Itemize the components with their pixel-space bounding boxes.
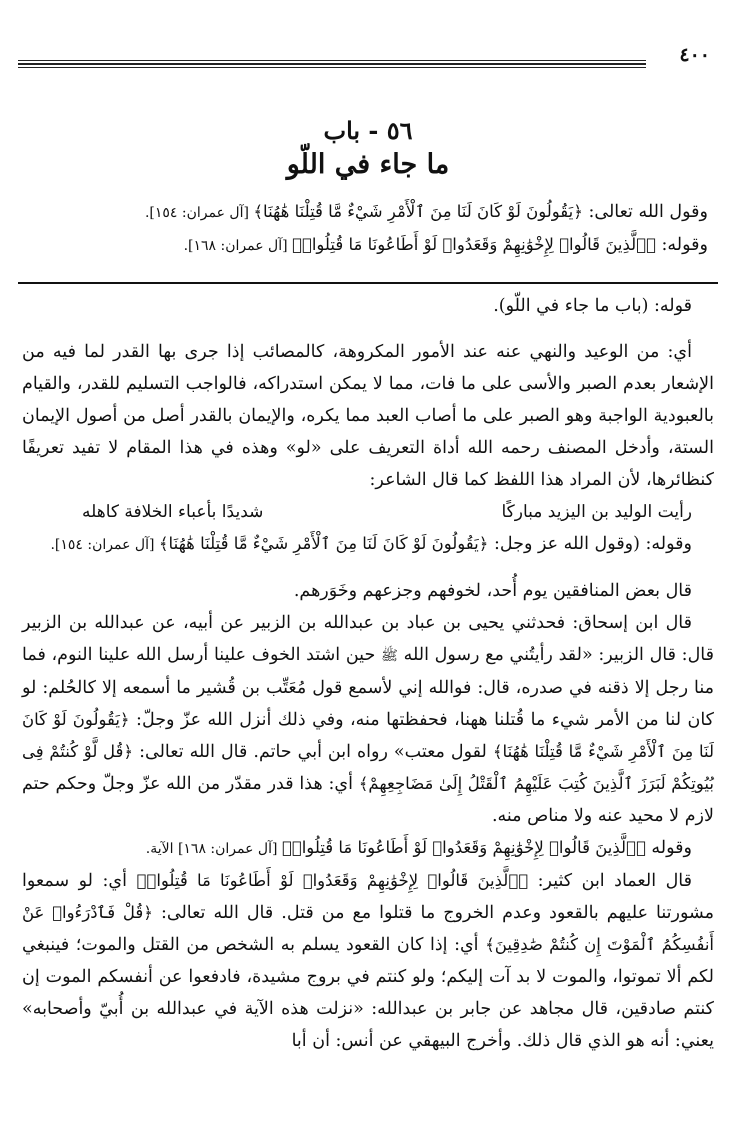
text: وقوله: (وقول الله عز وجل: (488, 534, 692, 554)
verse-first-hemistich: رأيت الوليد بن اليزيد مباركًا (501, 502, 692, 522)
chapter-heading: ما جاء في اللّو (286, 149, 450, 180)
text: وقوله (645, 838, 692, 858)
paragraph: أي: من الوعيد والنهي عنه عند الأمور المكروهة، كالمصائب إذا جرى بها القدر لما فيه من الإشعار بعدم الصبر والأسى على ما فات، مما لا يمكن استدراكه، فالواجب التسليم للقدر، والقيام بالعبودية الواجبة وهو الصبر على ما أصاب العبد مما يكره، والإيمان بالقدر أصل من أصول الإيمان الستة، وأدخل المصنف رحمه الله أداة التعريف على «لو» وهذه في هذا المقام لا تفيد تعريفًا كنظائرها، لأن المراد هذا اللفظ كما قال الشاعر: (22, 342, 714, 490)
quran-quote: ﴿قُلْ فَٱدْرَءُوا۟ عَنْ أَنفُسِكُمُ ٱلْمَوْتَ إِن كُنتُمْ صَٰدِقِينَ﴾ (22, 903, 714, 954)
text: أي: لو سمعوا مشورتنا عليهم بالقعود وعدم الخروج ما قتلوا مع من قتل. قال الله تعالى: (22, 871, 714, 923)
paragraph: قوله: (باب ما جاء في اللّو). (493, 296, 692, 316)
text: أي: هذا قدر مقدّر من الله عزّ وجلّ وحكم حتم لازم لا محيد عنه ولا مناص منه. (22, 774, 714, 826)
quran-quote: ﴿يَقُولُونَ لَوْ كَانَ لَنَا مِنَ ٱلْأَمْرِ شَيْءٌ مَّا قُتِلْنَا هَٰهُنَا﴾ (22, 710, 714, 761)
header-rule (18, 60, 646, 70)
chapter-intro (28, 196, 708, 262)
page-number: ٤٠٠ (679, 44, 710, 66)
page-header (18, 40, 718, 70)
quran-quote: ﴿ٱلَّذِينَ قَالُوا۟ لِإِخْوَٰنِهِمْ وَقَعَدُوا۟ لَوْ أَطَاعُونَا مَا قُتِلُوا۟﴾ (281, 838, 646, 857)
section-divider (18, 282, 718, 284)
poetry-verse (22, 496, 714, 528)
quran-quote: ﴿ٱلَّذِينَ قَالُوا۟ لِإِخْوَٰنِهِمْ وَقَعَدُوا۟ لَوْ أَطَاعُونَا مَا قُتِلُوا۟﴾ (292, 235, 656, 254)
verse-reference: [آل عمران: ١٦٨] الآية. (145, 841, 282, 857)
verse-reference: [آل عمران: ١٦٨]. (183, 238, 293, 254)
paragraph (22, 832, 714, 865)
text: حين اشتد الخوف علينا أرسل الله علينا النوم، فما منا رجل إلا ذقنه في صدره، قال: فوالله إني لأسمع قول مُعَتِّب بن قُشير ما أسمعه إلا كالحُلم: لو كان لنا من الأمر شيء ما قُتلنا ههنا، فحفظتها منه، وفي ذلك أنزل الله عزّ وجلّ: (22, 645, 715, 730)
verse-reference: [آل عمران: ١٥٤]. (50, 537, 159, 553)
verse-reference: [آل عمران: ١٥٤]. (144, 205, 254, 221)
intro-line-2 (28, 229, 708, 262)
text: قال ابن إسحاق: فحدثني يحيى بن عباد بن عبدالله بن الزبير عن أبيه، عن عبدالله بن الزبير قال: قال الزبير: «لقد رأيتُني مع رسول الله (22, 613, 714, 665)
text: قال العماد ابن كثير: (528, 871, 692, 891)
quran-quote: ﴿ٱلَّذِينَ قَالُوا۟ لِإِخْوَٰنِهِمْ وَقَعَدُوا۟ لَوْ أَطَاعُونَا مَا قُتِلُوا۟﴾ (136, 871, 529, 890)
intro-text: وقوله: (655, 235, 708, 255)
paragraph (22, 528, 714, 561)
quran-quote: ﴿يَقُولُونَ لَوْ كَانَ لَنَا مِنَ ٱلْأَمْرِ شَيْءٌ مَّا قُتِلْنَا هَٰهُنَا﴾ (253, 202, 583, 221)
text: أي: إذا كان القعود يسلم به الشخص من القتل والموت؛ فينبغي لكم ألا تموتوا، والموت لا بد آت إليكم؛ ولو كنتم في بروج مشيدة، فادفعوا عن أنفسكم الموت إن كنتم صادقين، قال مجاهد عن جابر بن عبدالله: «نزلت هذه الآية في عبدالله بن أُبيّ وأصحابه» يعني: أنه هو الذي قال ذلك. وأخرج البيهقي عن أنس: أن أبا (22, 935, 714, 1051)
salawat-ligature: ﷺ (380, 648, 398, 664)
intro-text: وقول الله تعالى: (582, 202, 708, 222)
chapter-title (0, 115, 736, 183)
quran-quote: ﴿يَقُولُونَ لَوْ كَانَ لَنَا مِنَ ٱلْأَمْرِ شَيْءٌ مَّا قُتِلْنَا هَٰهُنَا﴾ (158, 534, 489, 553)
paragraph: قال بعض المنافقين يوم أُحد، لخوفهم وجزعهم وخَوَرهم. (293, 581, 692, 601)
verse-second-hemistich: شديدًا بأعباء الخلافة كاهله (82, 502, 264, 522)
intro-line-1 (28, 196, 708, 229)
text: لقول معتب» رواه ابن أبي حاتم. قال الله تعالى: (133, 742, 493, 762)
paragraph (22, 865, 714, 1057)
chapter-number: ٥٦ - باب (323, 116, 413, 145)
paragraph (22, 607, 714, 832)
commentary (22, 290, 714, 1057)
quran-quote: ﴿قُل لَّوْ كُنتُمْ فِى بُيُوتِكُمْ لَبَرَزَ ٱلَّذِينَ كُتِبَ عَلَيْهِمُ ٱلْقَتْلُ إِلَىٰ مَضَاجِعِهِمْ﴾ (22, 742, 714, 793)
